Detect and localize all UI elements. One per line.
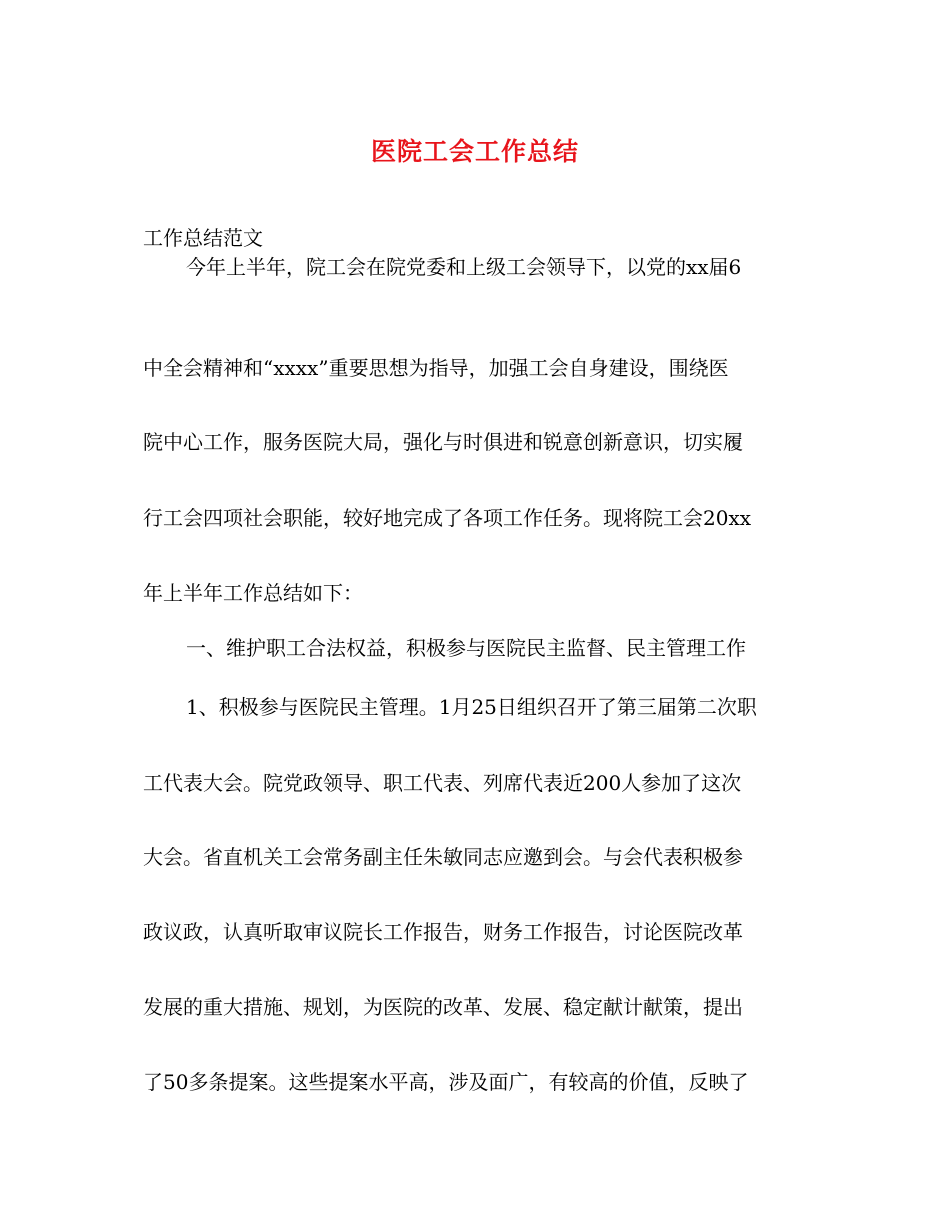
- paragraph-line: 今年上半年，院工会在院党委和上级工会领导下，以党的xx届6: [186, 255, 742, 279]
- paragraph-line: 院中心工作，服务医院大局，强化与时俱进和锐意创新意识，切实履: [143, 430, 743, 454]
- paragraph-line: 大会。省直机关工会常务副主任朱敏同志应邀到会。与会代表积极参: [143, 845, 743, 869]
- paragraph-line: 工代表大会。院党政领导、职工代表、列席代表近200人参加了这次: [143, 771, 742, 795]
- paragraph-line: 中全会精神和“xxxx”重要思想为指导，加强工会自身建设，围绕医: [143, 356, 729, 380]
- document-subtitle: 工作总结范文: [143, 226, 263, 250]
- paragraph-line: 年上半年工作总结如下：: [143, 581, 363, 605]
- section-heading: 一、维护职工合法权益，积极参与医院民主监督、民主管理工作: [186, 636, 746, 660]
- paragraph-line: 了50多条提案。这些提案水平高，涉及面广，有较高的价值，反映了: [143, 1070, 749, 1094]
- paragraph-line: 政议政，认真听取审议院长工作报告，财务工作报告，讨论医院改革: [143, 920, 743, 944]
- paragraph-line: 行工会四项社会职能，较好地完成了各项工作任务。现将院工会20xx: [143, 506, 752, 530]
- paragraph-line: 发展的重大措施、规划，为医院的改革、发展、稳定献计献策，提出: [143, 995, 743, 1019]
- document-title: 医院工会工作总结: [370, 137, 579, 166]
- paragraph-line: 1、积极参与医院民主管理。1月25日组织召开了第三届第二次职: [186, 695, 757, 719]
